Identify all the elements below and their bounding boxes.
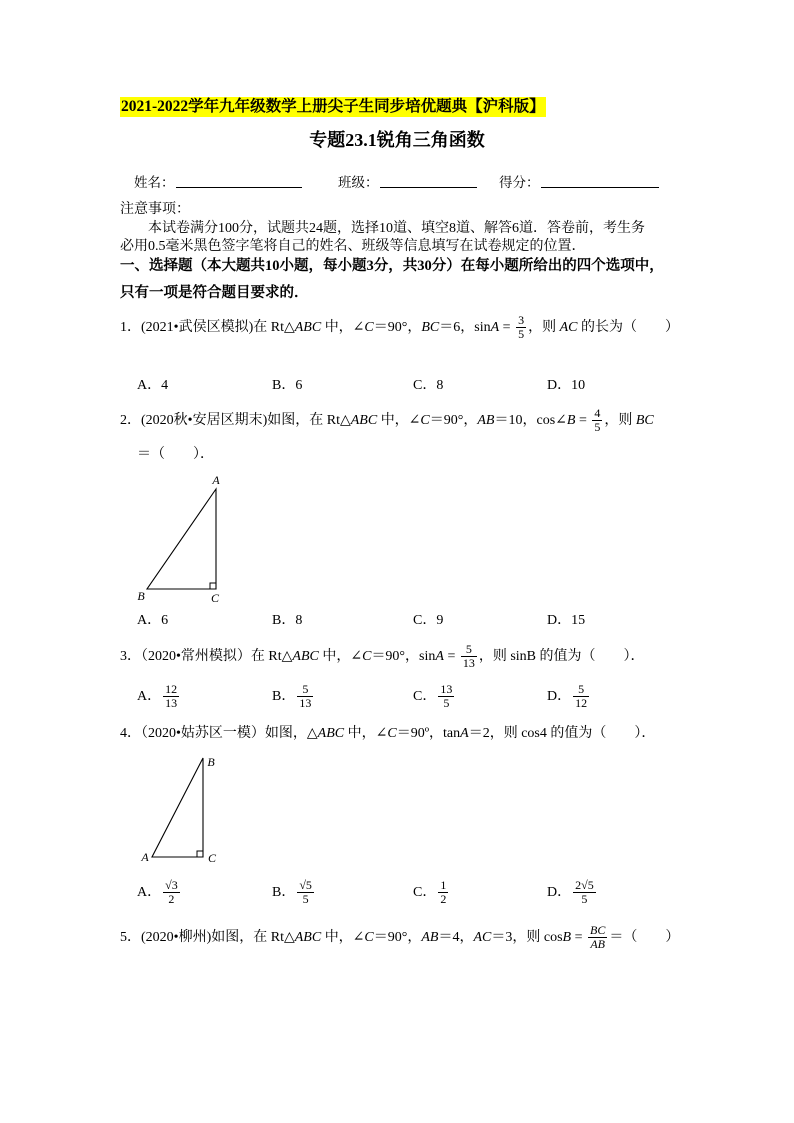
math-variable: A: [435, 649, 444, 664]
text-run: 中，∠: [318, 649, 363, 664]
text-run: ，则: [528, 320, 560, 335]
section-heading-line-2: 只有一项是符合题目要求的．: [120, 285, 309, 301]
fraction-numerator: 12: [165, 682, 178, 697]
vertex-label-right: C: [207, 851, 217, 865]
option-b: [272, 682, 315, 712]
vertex-label-top: A: [212, 473, 220, 487]
class-label: 班级：: [338, 175, 379, 190]
question-5-stem: [120, 923, 679, 953]
text-run: 的长为（ ）: [577, 320, 679, 335]
option-d: [547, 371, 585, 401]
math-variable: ABC: [350, 413, 378, 428]
fraction: [297, 879, 314, 906]
text-run: ＝（ ）．: [137, 447, 214, 462]
notes-heading: 注意事项：: [120, 202, 190, 217]
option-d: [547, 682, 591, 712]
text-run: =: [443, 649, 459, 664]
fraction-denominator: 2: [440, 892, 447, 907]
fraction-numerator: 5: [573, 683, 589, 697]
text-run: 4．（2020•姑苏区一模）如图，△: [120, 726, 318, 741]
score-blank: [541, 174, 659, 188]
fraction-numerator: 1: [440, 878, 447, 893]
fraction-numerator: √3: [165, 878, 178, 893]
text-run: B．: [272, 689, 296, 704]
math-variable: ABC: [292, 649, 319, 664]
text-run: 中，∠: [321, 320, 365, 335]
text-run: 5．(2020•柳州)如图，在 Rt△: [120, 930, 295, 945]
text-run: B．6: [272, 378, 303, 393]
fraction: [438, 683, 454, 710]
section-heading-line-1: 一、选择题（本大题共10小题，每小题3分，共30分）在每小题所给出的四个选项中，: [120, 258, 664, 274]
question-2-options: [0, 606, 794, 636]
text-run: 中，∠: [377, 413, 421, 428]
text-run: ＝（ ）: [609, 930, 680, 945]
fraction-numerator: 2√5: [575, 878, 594, 893]
text-run: ＝10，cos∠: [494, 413, 567, 428]
fraction: [438, 879, 448, 906]
question-3-options: [0, 682, 794, 712]
math-variable: C: [364, 930, 374, 945]
student-info-row: [0, 168, 794, 198]
math-variable: ABC: [294, 320, 322, 335]
fraction: [516, 314, 526, 341]
fraction-numerator: 4: [594, 406, 601, 421]
text-run: ＝4，: [438, 930, 474, 945]
fraction-numerator: 5: [461, 643, 477, 657]
fraction-denominator: 12: [575, 696, 588, 711]
fraction-denominator: 2: [168, 892, 175, 907]
text-run: D．: [547, 885, 572, 900]
option-d: [547, 606, 585, 636]
page-title: 专题23.1锐角三角函数: [309, 130, 485, 150]
text-run: ＝2，则 cos4 的值为（ ）．: [468, 726, 656, 741]
text-run: D．10: [547, 378, 586, 393]
banner-title: 2021-2022学年九年级数学上册尖子生同步培优题典【沪科版】: [121, 98, 545, 115]
text-run: C．9: [413, 613, 444, 628]
option-a: [137, 878, 182, 908]
text-run: A．: [137, 689, 162, 704]
math-variable: C: [362, 649, 372, 664]
text-run: ＝3，则 cos: [491, 930, 563, 945]
math-variable: A: [490, 320, 500, 335]
question-4-options: [0, 878, 794, 908]
fraction-denominator: 5: [581, 892, 588, 907]
triangle-figure-1: [130, 466, 230, 611]
option-b: [272, 371, 302, 401]
fraction-numerator: √5: [299, 878, 312, 893]
math-variable: C: [387, 726, 397, 741]
math-variable: C: [364, 320, 374, 335]
fraction-denominator: 5: [518, 327, 525, 342]
text-run: =: [571, 930, 587, 945]
question-1-stem: [120, 313, 679, 343]
fraction: [588, 924, 607, 951]
fraction-numerator: 3: [518, 313, 525, 328]
fraction: [573, 683, 589, 710]
text-run: 3．（2020•常州模拟）在 Rt△: [120, 649, 293, 664]
class-blank: [380, 174, 477, 188]
name-label: 姓名：: [134, 175, 175, 190]
math-variable: B: [566, 413, 576, 428]
text-run: C．: [413, 689, 437, 704]
right-angle-mark: [210, 583, 216, 589]
text-run: A．4: [137, 378, 169, 393]
option-c: [413, 878, 450, 908]
text-run: D．15: [547, 613, 586, 628]
text-run: =: [575, 413, 591, 428]
text-run: ＝90°，: [373, 930, 422, 945]
text-run: C．8: [413, 378, 444, 393]
option-c: [413, 682, 456, 712]
fraction-numerator: 13: [440, 682, 453, 697]
math-variable: A: [460, 726, 469, 741]
triangle-outline: [152, 758, 203, 857]
notes-line-2: 必用0.5毫米黑色签字笔将自己的姓名、班级等信息填写在试卷规定的位置．: [120, 239, 586, 254]
math-variable: AB: [421, 930, 439, 945]
text-run: A．6: [137, 613, 169, 628]
text-run: 中，∠: [321, 930, 365, 945]
math-variable: ABC: [294, 930, 322, 945]
option-a: [137, 682, 181, 712]
score-label: 得分：: [499, 175, 540, 190]
right-angle-mark: [197, 851, 203, 857]
text-run: A．: [137, 885, 162, 900]
fraction-numerator: BC: [590, 923, 606, 938]
math-variable: BC: [421, 320, 440, 335]
text-run: B．: [272, 885, 296, 900]
fraction-denominator: 13: [462, 656, 475, 671]
triangle-figure-2: [135, 745, 225, 870]
text-run: C．: [413, 885, 437, 900]
option-b: [272, 878, 316, 908]
math-variable: C: [420, 413, 430, 428]
fraction-denominator: 5: [443, 696, 450, 711]
text-run: =: [499, 320, 515, 335]
fraction: [163, 879, 180, 906]
math-variable: B: [562, 930, 572, 945]
fraction: [297, 683, 313, 710]
text-run: ＝90°，sin: [371, 649, 436, 664]
option-d: [547, 878, 598, 908]
math-variable: AB: [477, 413, 495, 428]
fraction-denominator: AB: [590, 937, 606, 952]
fraction-denominator: 13: [299, 696, 312, 711]
text-run: ，则 sinB 的值为（ ）．: [478, 649, 645, 664]
fraction: [163, 683, 179, 710]
question-1-options: [0, 371, 794, 401]
vertex-label-left: B: [137, 589, 145, 603]
text-run: 1．(2021•武侯区模拟)在 Rt△: [120, 320, 295, 335]
option-a: [137, 371, 168, 401]
option-c: [413, 371, 443, 401]
text-run: ＝90°，: [373, 320, 422, 335]
text-run: ＝6，sin: [439, 320, 491, 335]
text-run: 中，∠: [344, 726, 388, 741]
fraction-denominator: 13: [165, 696, 178, 711]
vertex-label-top: B: [207, 755, 215, 769]
vertex-label-right: C: [210, 591, 220, 605]
question-3-stem: [120, 642, 645, 672]
math-variable: BC: [635, 413, 654, 428]
fraction-denominator: 5: [594, 420, 601, 435]
notes-line-1: 本试卷满分100分，试题共24题，选择10道、填空8道、解答6道．答卷前，考生务: [148, 221, 645, 236]
option-b: [272, 606, 302, 636]
fraction: [573, 879, 596, 906]
question-2-stem-line-1: [120, 406, 654, 436]
text-run: ，则: [604, 413, 636, 428]
triangle-outline: [147, 489, 216, 589]
text-run: ＝90º，tan: [396, 726, 461, 741]
math-variable: AC: [473, 930, 492, 945]
vertex-label-left: A: [141, 850, 149, 864]
fraction: [461, 643, 477, 670]
text-run: 2．(2020秋•安居区期末)如图，在 Rt△: [120, 413, 351, 428]
text-run: B．8: [272, 613, 303, 628]
fraction: [592, 407, 602, 434]
math-variable: AC: [559, 320, 578, 335]
option-c: [413, 606, 443, 636]
text-run: ＝90°，: [429, 413, 478, 428]
text-run: D．: [547, 689, 572, 704]
name-blank: [176, 174, 302, 188]
fraction-denominator: 5: [302, 892, 309, 907]
math-variable: ABC: [317, 726, 345, 741]
fraction-numerator: 5: [297, 683, 313, 697]
option-a: [137, 606, 168, 636]
